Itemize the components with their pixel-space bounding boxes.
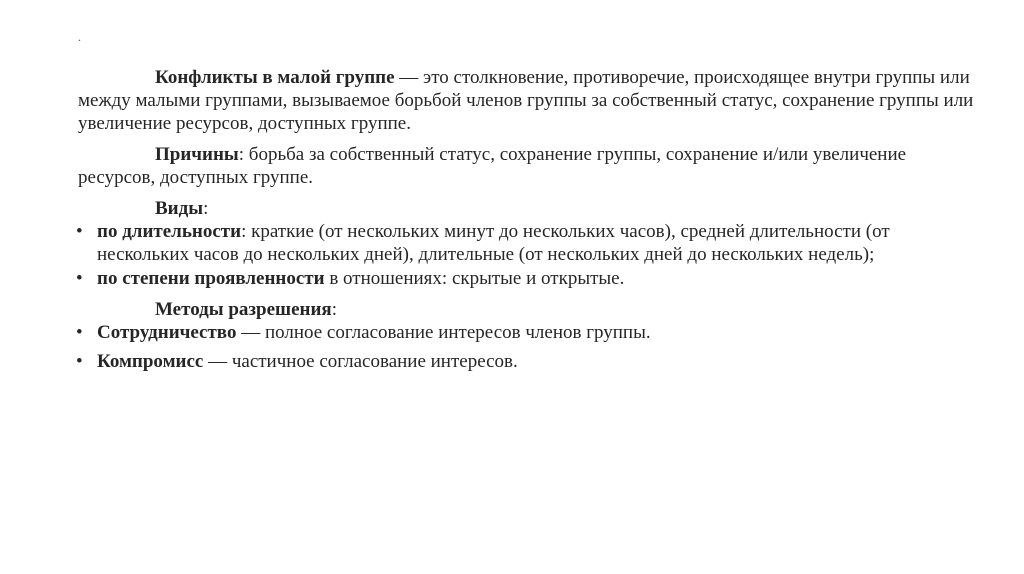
definition-paragraph <box>78 66 978 135</box>
slide-marker: . <box>78 30 81 44</box>
list-item-term: по степени проявленности <box>97 268 325 289</box>
bullet-icon: • <box>76 351 83 372</box>
list-item-term: Компромисс <box>97 351 204 372</box>
list-item-term: по длительности <box>97 221 242 242</box>
list-item-text: — частичное согласование интересов. <box>203 351 518 372</box>
definition-term: Конфликты в малой группе <box>155 67 395 88</box>
bullet-icon: • <box>76 268 83 289</box>
methods-heading-suffix: : <box>331 299 337 320</box>
list-item-duration <box>78 220 978 266</box>
slide-content <box>78 66 978 373</box>
methods-list <box>78 321 978 373</box>
list-item-text: : краткие (от нескольких минут до нескольких часов), средней длительности (от нескольких часов до нескольких дней), длительные (от нескольких дней до нескольких недель); <box>97 221 890 265</box>
types-heading-label: Виды <box>155 198 204 219</box>
types-heading <box>78 197 978 220</box>
causes-text: : борьба за собственный статус, сохранение группы, сохранение и/или увеличение ресурсов, доступных группе. <box>78 144 907 188</box>
list-item-cooperation <box>78 321 978 344</box>
methods-heading <box>78 298 978 321</box>
list-item-manifestation <box>78 267 978 290</box>
bullet-icon: • <box>76 322 83 343</box>
types-heading-suffix: : <box>203 198 209 219</box>
methods-heading-label: Методы разрешения <box>155 299 332 320</box>
bullet-icon: • <box>76 221 83 242</box>
definition-text: — это столкновение, противоречие, происходящее внутри группы или между малыми группами, вызываемое борьбой членов группы за собственный статус, сохранение группы или увеличение ресурсов, доступных группе. <box>78 67 974 134</box>
list-item-compromise <box>78 350 978 373</box>
list-item-text: в отношениях: скрытые и открытые. <box>324 268 625 289</box>
list-item-text: — полное согласование интересов членов группы. <box>236 322 651 343</box>
causes-paragraph <box>78 143 978 189</box>
types-list <box>78 220 978 290</box>
causes-term: Причины <box>155 144 239 165</box>
list-item-term: Сотрудничество <box>97 322 237 343</box>
